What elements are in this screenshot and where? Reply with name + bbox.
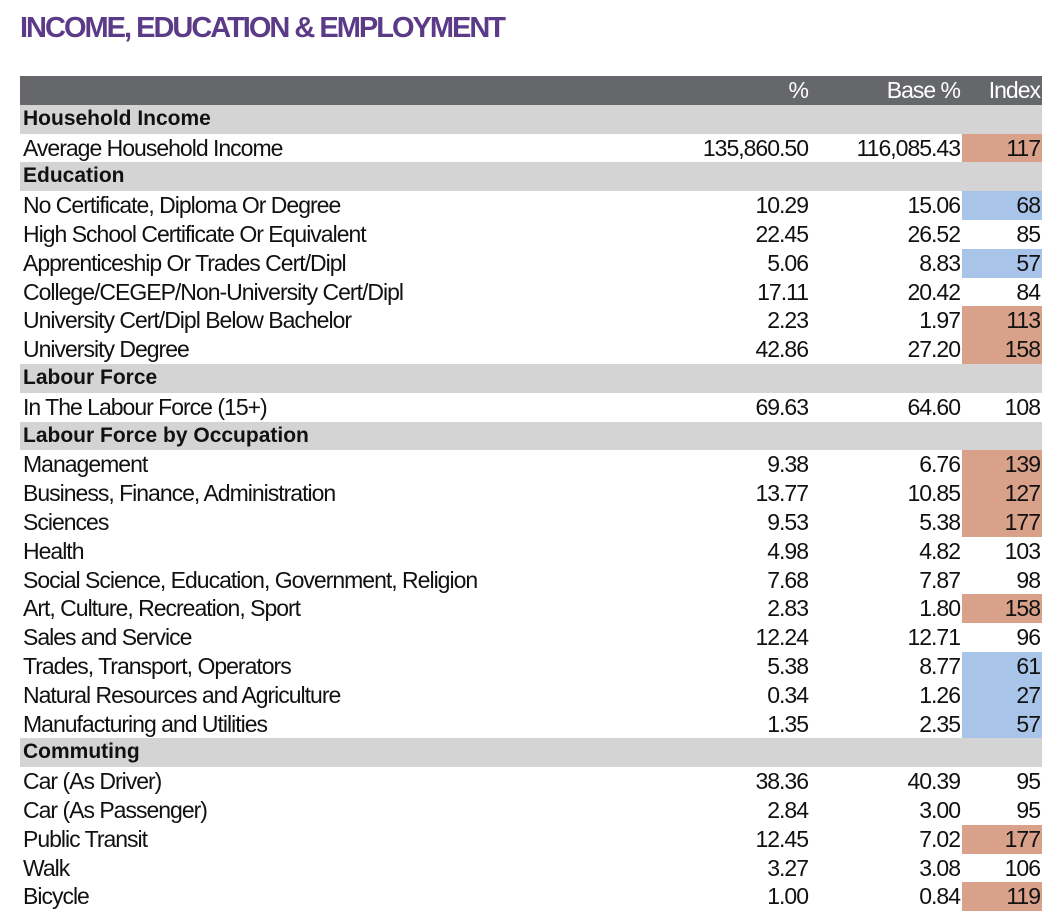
table-row [20, 508, 1042, 537]
row-percent: 3.27 [767, 854, 808, 881]
row-index: 57 [962, 710, 1042, 739]
row-label: Sciences [23, 508, 109, 535]
row-label: Art, Culture, Recreation, Sport [23, 595, 301, 622]
row-index: 177 [962, 825, 1042, 854]
row-base-percent: 27.20 [907, 336, 960, 363]
row-index: 98 [1016, 566, 1040, 593]
section-header [20, 105, 1042, 134]
row-base-percent: 8.83 [919, 249, 960, 276]
row-label: Bicycle [23, 883, 89, 910]
section-header [20, 738, 1042, 767]
row-percent: 12.45 [755, 825, 808, 852]
row-index: 96 [1016, 624, 1040, 651]
row-label: Walk [23, 854, 70, 881]
table-row [20, 623, 1042, 652]
row-base-percent: 8.77 [919, 652, 960, 679]
row-index: 61 [962, 652, 1042, 681]
row-percent: 17.11 [757, 278, 808, 305]
row-percent: 38.36 [755, 768, 808, 795]
row-index: 85 [1016, 220, 1040, 247]
row-percent: 12.24 [755, 624, 808, 651]
row-index: 84 [1016, 278, 1040, 305]
row-index: 139 [962, 450, 1042, 479]
table-row [20, 854, 1042, 883]
row-label: In The Labour Force (15+) [23, 393, 267, 420]
row-index: 158 [962, 594, 1042, 623]
row-percent: 0.34 [767, 681, 808, 708]
table-row [20, 594, 1042, 623]
table-row [20, 220, 1042, 249]
header-percent: % [788, 77, 808, 103]
section-title: Labour Force by Occupation [23, 423, 309, 447]
row-percent: 42.86 [755, 336, 808, 363]
row-percent: 2.83 [767, 595, 808, 622]
table-row [20, 710, 1042, 739]
row-index: 103 [1004, 537, 1040, 564]
row-percent: 135,860.50 [702, 134, 808, 161]
row-base-percent: 40.39 [907, 768, 960, 795]
row-label: Car (As Driver) [23, 768, 162, 795]
row-index: 27 [962, 681, 1042, 710]
row-label: Health [23, 537, 84, 564]
row-percent: 22.45 [755, 220, 808, 247]
row-base-percent: 26.52 [907, 220, 960, 247]
row-index: 108 [1004, 393, 1040, 420]
table-row [20, 681, 1042, 710]
table-row [20, 306, 1042, 335]
row-base-percent: 7.87 [919, 566, 960, 593]
table-row [20, 278, 1042, 307]
row-label: University Cert/Dipl Below Bachelor [23, 307, 352, 334]
row-index: 57 [962, 249, 1042, 278]
row-base-percent: 3.00 [919, 796, 960, 823]
row-percent: 5.06 [767, 249, 808, 276]
row-index: 158 [962, 335, 1042, 364]
row-percent: 4.98 [767, 537, 808, 564]
row-base-percent: 20.42 [907, 278, 960, 305]
table-row [20, 191, 1042, 220]
table-row [20, 796, 1042, 825]
table-row [20, 134, 1042, 163]
row-percent: 2.23 [767, 307, 808, 334]
row-label: Manufacturing and Utilities [23, 710, 268, 737]
row-base-percent: 64.60 [907, 393, 960, 420]
row-base-percent: 0.84 [919, 883, 960, 910]
row-base-percent: 3.08 [919, 854, 960, 881]
row-label: University Degree [23, 336, 189, 363]
row-base-percent: 12.71 [907, 624, 960, 651]
row-base-percent: 15.06 [907, 192, 960, 219]
row-base-percent: 1.26 [919, 681, 960, 708]
row-index: 113 [962, 306, 1042, 335]
row-label: College/CEGEP/Non-University Cert/Dipl [23, 278, 403, 305]
row-percent: 13.77 [755, 480, 808, 507]
table-row [20, 335, 1042, 364]
row-percent: 9.53 [767, 508, 808, 535]
row-percent: 1.00 [767, 883, 808, 910]
row-label: Average Household Income [23, 134, 283, 161]
row-label: Apprenticeship Or Trades Cert/Dipl [23, 249, 346, 276]
row-base-percent: 1.80 [919, 595, 960, 622]
data-table [20, 76, 1042, 911]
row-percent: 10.29 [755, 192, 808, 219]
row-index: 95 [1016, 796, 1040, 823]
table-body [20, 105, 1042, 911]
section-header [20, 162, 1042, 191]
table-row [20, 393, 1042, 422]
row-index: 117 [962, 134, 1042, 163]
row-label: No Certificate, Diploma Or Degree [23, 192, 341, 219]
table-header [20, 76, 1042, 105]
row-percent: 69.63 [755, 393, 808, 420]
row-label: Sales and Service [23, 624, 192, 651]
row-base-percent: 4.82 [919, 537, 960, 564]
section-header [20, 364, 1042, 393]
row-label: High School Certificate Or Equivalent [23, 220, 366, 247]
row-base-percent: 10.85 [907, 480, 960, 507]
row-label: Social Science, Education, Government, Religion [23, 566, 478, 593]
row-base-percent: 116,085.43 [856, 134, 960, 161]
row-index: 127 [962, 479, 1042, 508]
row-base-percent: 1.97 [919, 307, 960, 334]
row-label: Management [23, 451, 148, 478]
row-index: 177 [962, 508, 1042, 537]
row-base-percent: 2.35 [919, 710, 960, 737]
table-row [20, 450, 1042, 479]
table-row [20, 249, 1042, 278]
row-percent: 1.35 [767, 710, 808, 737]
table-row [20, 882, 1042, 911]
page-title: INCOME, EDUCATION & EMPLOYMENT [20, 12, 505, 44]
section-title: Labour Force [23, 365, 158, 389]
header-label [20, 76, 680, 105]
row-base-percent: 6.76 [919, 451, 960, 478]
header-base-percent: Base % [886, 77, 960, 103]
row-label: Public Transit [23, 825, 148, 852]
section-header [20, 422, 1042, 451]
row-label: Car (As Passenger) [23, 796, 207, 823]
row-base-percent: 7.02 [919, 825, 960, 852]
row-index: 119 [962, 882, 1042, 911]
row-label: Trades, Transport, Operators [23, 652, 291, 679]
section-title: Education [23, 164, 125, 188]
row-percent: 7.68 [767, 566, 808, 593]
table-row [20, 479, 1042, 508]
table-row [20, 652, 1042, 681]
header-index: Index [988, 77, 1040, 103]
row-label: Business, Finance, Administration [23, 480, 336, 507]
row-label: Natural Resources and Agriculture [23, 681, 341, 708]
row-percent: 5.38 [767, 652, 808, 679]
table-row [20, 767, 1042, 796]
row-index: 95 [1016, 768, 1040, 795]
section-title: Commuting [23, 740, 140, 764]
row-percent: 2.84 [767, 796, 808, 823]
row-percent: 9.38 [767, 451, 808, 478]
row-index: 106 [1004, 854, 1040, 881]
table-row [20, 537, 1042, 566]
table-row [20, 825, 1042, 854]
table-row [20, 566, 1042, 595]
row-index: 68 [962, 191, 1042, 220]
section-title: Household Income [23, 106, 211, 130]
row-base-percent: 5.38 [919, 508, 960, 535]
